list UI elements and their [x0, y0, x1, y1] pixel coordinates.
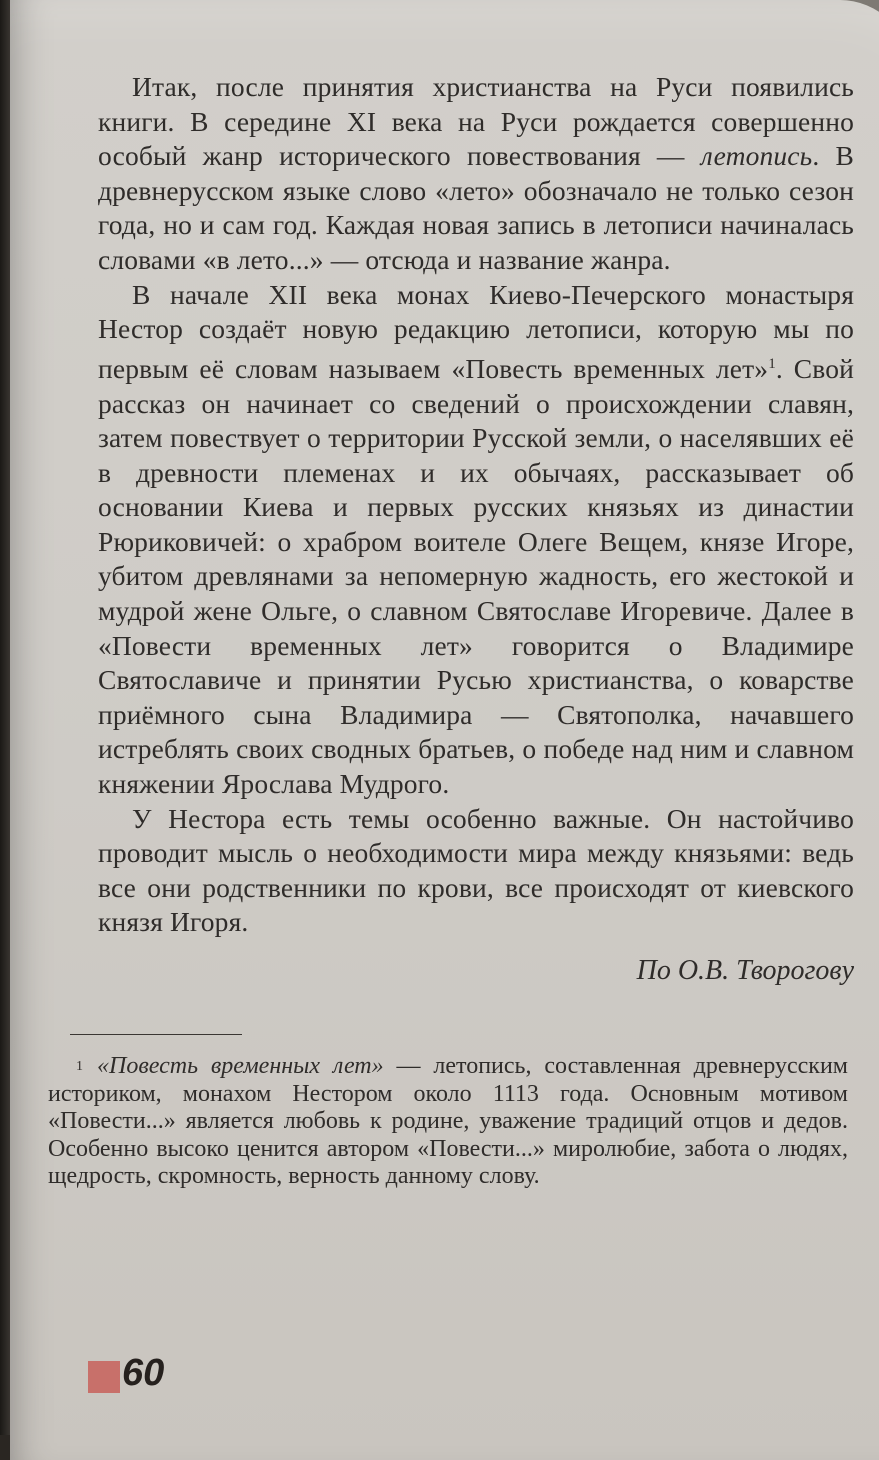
footnote — [48, 1053, 848, 1191]
paragraph-1-text-before: Итак, после принятия христианства на Руси появились книги. В середине XI века на Руси рождается совершенно особый жанр исторического повествования — — [98, 71, 854, 172]
page-footer — [88, 1353, 164, 1393]
footnote-number: 1 — [76, 1059, 83, 1074]
paragraph-chronicle-intro — [98, 70, 854, 278]
footnote-reference[interactable]: 1 — [768, 355, 776, 372]
page-marker-square — [88, 1361, 120, 1393]
book-page — [10, 0, 879, 1460]
paragraph-2-text-after: . Свой рассказ он начинает со сведений о происхождении славян, затем повествует о территории Русской земли, о населявших её в древности племенах и их обычаях, рассказывает об основании Киева и первых русских князьях из династии Рюриковичей: о храбром воителе Олеге Вещем, князе Игоре, убитом древлянами за непомерную жадность, его жестокой и мудрой жене Ольге, о славном Святославе Игоревиче. Далее в «Повести временных лет» говорится о Владимире Святославиче и принятии Русью христианства, о коварстве приёмного сына Владимира — Святополка, начавшего истреблять своих сводных братьев, о победе над ним и славном княжении Ярослава Мудрого. — [98, 352, 854, 800]
page-content — [48, 70, 854, 1191]
paragraph-3-text: У Нестора есть темы особенно важные. Он настойчиво проводит мысль о необходимости мира между князьями: ведь все они родственники по крови, все происходят от киевского князя Игоря. — [98, 802, 854, 938]
footnote-text: — летопись, составленная древнерусским историком, монахом Нестором около 1113 года. Основным мотивом «Повести...» является любовь к родине, уважение традиций отцов и дедов. Особенно высоко ценится автором «Повести...» миролюбие, забота о людях, щедрость, скромность, верность данному слову. — [48, 1053, 848, 1190]
footnote-title: «Повесть временных лет» — [97, 1053, 384, 1079]
paragraph-nestor-themes — [98, 802, 854, 940]
paragraph-2-text-before: В начале XII века монах Киево-Печерского монастыря Нестор создаёт новую редакцию летописи, которую мы по первым её словам называем «Повесть временных лет» — [98, 278, 854, 384]
footnote-divider — [70, 1034, 242, 1035]
page-number: 60 — [122, 1352, 165, 1394]
term-letopis: летопись — [700, 140, 813, 172]
paragraph-nestor — [98, 278, 854, 802]
source-attribution: По О.В. Творогову — [636, 955, 854, 986]
paragraph-1-text-after: . В древнерусском языке слово «лето» обозначало не только сезон года, но и сам год. Каждая новая запись в летописи начиналась словами «в лето...» — отсюда и название жанра. — [98, 140, 854, 275]
